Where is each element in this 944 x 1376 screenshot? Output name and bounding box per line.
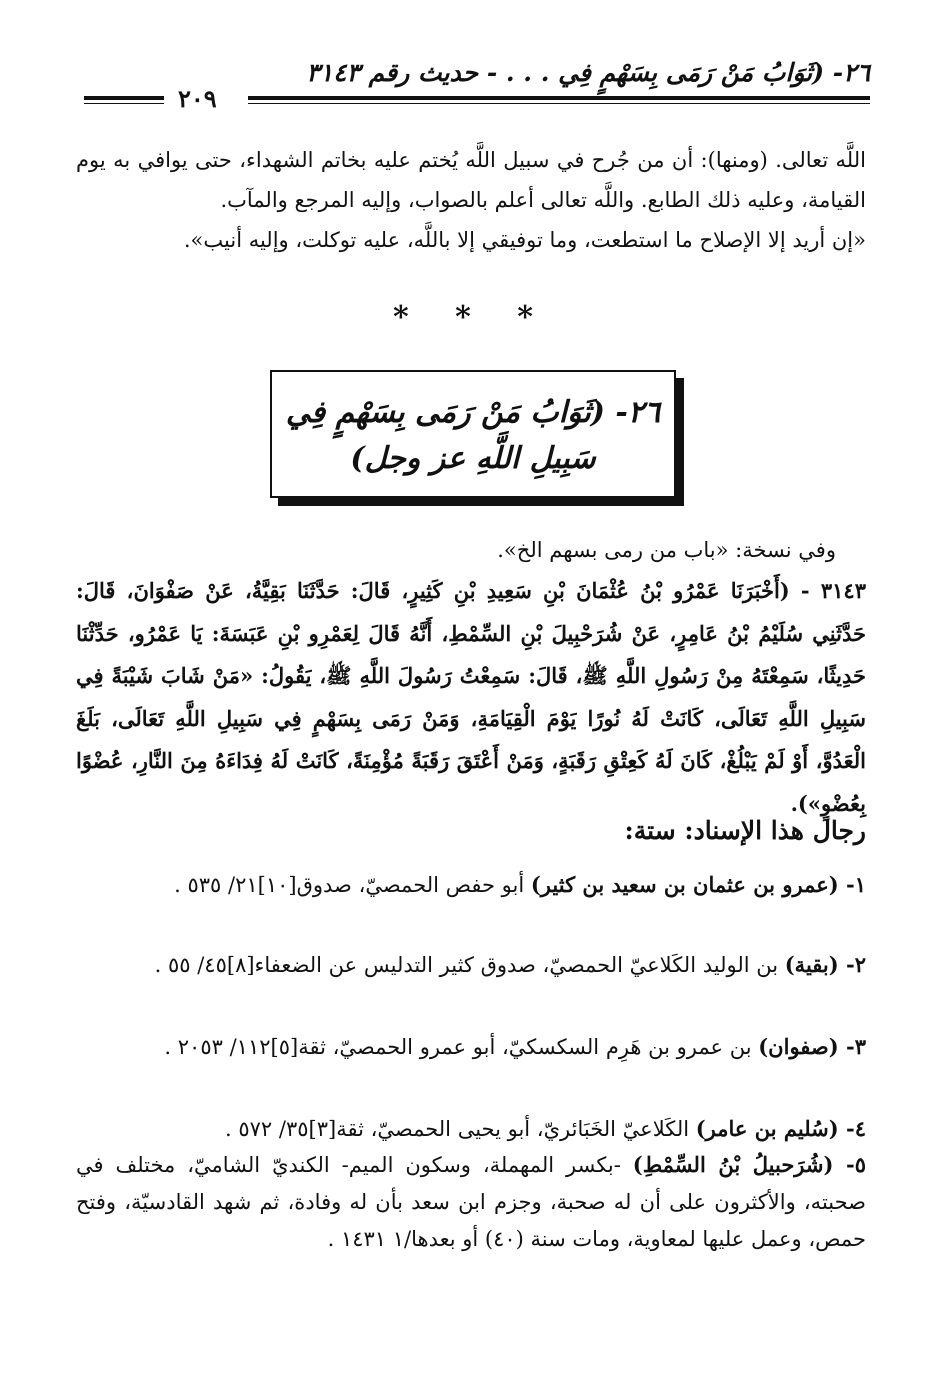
narrator-entry <box>76 1028 866 1066</box>
narrator-entry <box>76 1146 866 1258</box>
narrator-entry <box>76 1110 866 1148</box>
narrator-entry <box>76 946 866 984</box>
running-title: ٢٦- (ثَوَابُ مَنْ رَمَى بِسَهْمٍ فِي . . . - حديث رقم ٣١٤٣ <box>306 58 870 87</box>
narrator-name: ١- (عمرو بن عثمان بن سعيد بن كثير) <box>530 872 866 897</box>
page-number: ٢٠٩ <box>168 84 227 113</box>
chapter-title-box <box>270 370 676 498</box>
chapter-title-line2: سَبِيلِ اللَّهِ عز وجل) <box>350 441 596 476</box>
chapter-title-line1: ٢٦- (ثَوَابُ مَنْ رَمَى بِسَهْمٍ فِي <box>285 395 661 430</box>
narrator-name: ٢- (بقية) <box>784 952 866 977</box>
header-rule <box>248 96 870 100</box>
header-rule-left <box>84 96 164 100</box>
closing-quote: «إن أريد إلا الإصلاح ما استطعت، وما توفيقي إلا باللَّه، عليه توكلت، وإليه أنيب». <box>183 228 866 252</box>
running-header <box>84 58 870 118</box>
narrator-name: ٥- (شُرَحبيلُ بْنُ السِّمْطِ) <box>632 1152 866 1177</box>
alternate-title-note: وفي نسخة: «باب من رمى بسهم الخ». <box>497 538 836 562</box>
narrator-entry <box>76 866 866 904</box>
narrator-name: ٣- (صفوان) <box>758 1034 866 1059</box>
hadith-block <box>76 530 866 825</box>
narrators-heading: رجال هذا الإسناد: ستة: <box>624 816 866 845</box>
section-separator: * * * <box>393 300 551 335</box>
narrator-description: بن الوليد الكَلاعيّ الحمصيّ، صدوق كثير التدليس عن الضعفاء[٨]٤٥/ ٥٥ . <box>154 953 785 977</box>
narrator-name: ٤- (سُليم بن عامر) <box>695 1116 866 1141</box>
narrator-description: -بكسر المهملة، وسكون الميم- الكنديّ الشاميّ، مختلف في صحبته، والأكثرون على أن له صحبة، وجزم ابن سعد بأن له وفادة، ثم شهد القادسيّة، وفتح حمص، وعمل عليها لمعاوية، ومات سنة (٤٠) أو بعدها/١ ١٤٣١ . <box>76 1153 866 1251</box>
hadith-text: ٣١٤٣ - (أَخْبَرَنَا عَمْرُو بْنُ عُثْمَانَ بْنِ سَعِيدِ بْنِ كَثِيرٍ، قَالَ: حَدَّثَنَا بَقِيَّةُ، عَنْ صَفْوَانَ، قَالَ: حَدَّثَنِي سُلَيْمُ بْنُ عَامِرٍ، عَنْ شُرَحْبِيلَ بْنِ السِّمْطِ، أَنَّهُ قَالَ لِعَمْرِو بْنِ عَبَسَةَ: يَا عَمْرُو، حَدِّثْنَا حَدِيثًا، سَمِعْتَهُ مِنْ رَسُولِ اللَّهِ ﷺ، قَالَ: سَمِعْتُ رَسُولَ اللَّهِ ﷺ، يَقُولُ: «مَنْ شَابَ شَيْبَةً فِي سَبِيلِ اللَّهِ تَعَالَى، كَانَتْ لَهُ نُورًا يَوْمَ الْقِيَامَةِ، وَمَنْ رَمَى بِسَهْمٍ فِي سَبِيلِ اللَّهِ تَعَالَى، بَلَغَ الْعَدُوَّ، أَوْ لَمْ يَبْلُغْ، كَانَ لَهُ كَعِتْقِ رَقَبَةٍ، وَمَنْ أَعْتَقَ رَقَبَةً مُؤْمِنَةً، كَانَتْ لَهُ فِدَاءَهُ مِنَ النَّارِ، عُضْوًا بِعُضْوٍ»). <box>76 578 866 816</box>
narrator-description: الكَلاعيّ الخَبَائريّ، أبو يحيى الحمصيّ، ثقة[٣]٣٥/ ٥٧٢ . <box>224 1117 696 1141</box>
narrator-description: أبو حفص الحمصيّ، صدوق[١٠]٢١/ ٥٣٥ . <box>174 873 531 897</box>
intro-paragraph: اللَّه تعالى. (ومنها): أن من جُرح في سبيل اللَّه يُختم عليه بخاتم الشهداء، حتى يوافي به يوم القيامة، وعليه ذلك الطابع. واللَّه تعالى أعلم بالصواب، وإليه المرجع والمآب. <box>76 148 866 212</box>
narrator-description: بن عمرو بن هَرِم السكسكيّ، أبو عمرو الحمصيّ، ثقة[٥]١١٢/ ٢٠٥٣ . <box>164 1035 759 1059</box>
